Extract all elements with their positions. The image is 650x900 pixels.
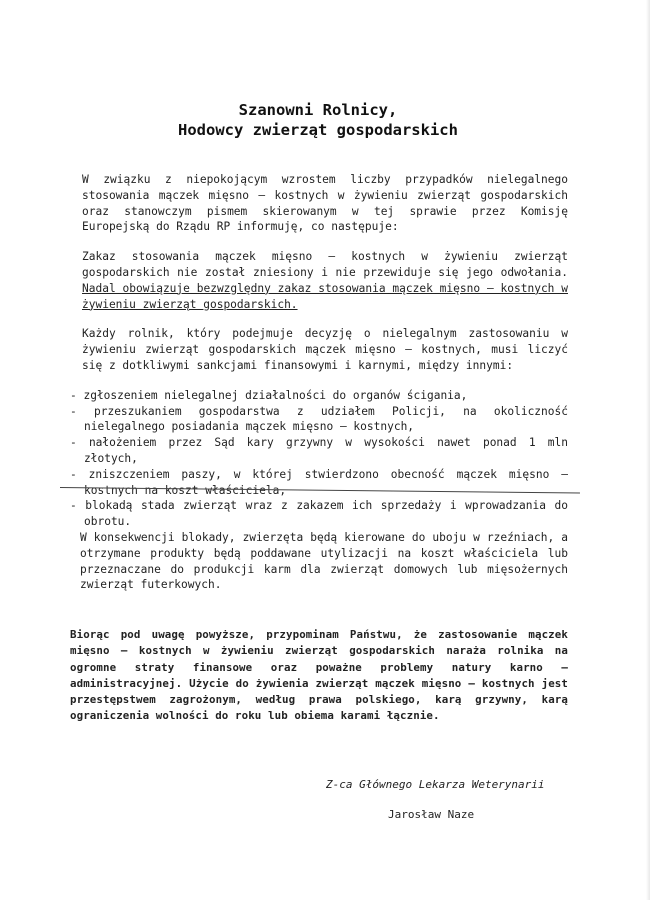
sanction-item: - nałożeniem przez Sąd kary grzywny w wysokości nawet ponad 1 mln złotych, xyxy=(70,436,568,465)
scan-edge-shadow xyxy=(646,0,650,900)
sanction-item: - blokadą stada zwierząt wraz z zakazem ich sprzedaży i wprowadzania do obrotu. xyxy=(70,499,568,529)
letter-body xyxy=(68,172,568,724)
sanction-item: - przeszukaniem gospodarstwa z udziałem Policji, na okoliczność nielegalnego posiadania mączek mięsno – kostnych, xyxy=(70,404,568,434)
sanction-item: - zgłoszeniem nielegalnej działalności do organów ścigania, xyxy=(70,388,468,402)
consequences-paragraph: W konsekwencji blokady, zwierzęta będą kierowane do uboju w rzeźniach, a otrzymane produkty będą poddawane utylizacji na koszt właściciela lub przeznaczane do produkcji karm dla zwierząt domowych lub mięsożernych zwierząt futerkowych. xyxy=(80,530,568,592)
farmer-paragraph: Każdy rolnik, który podejmuje decyzję o nielegalnym zastosowaniu w żywieniu zwierząt gospodarskich mączek mięsno – kostnych, musi liczyć się z dotkliwymi sankcjami finansowymi i karnymi, między innymi: xyxy=(82,327,568,372)
title-line-2: Hodowcy zwierząt gospodarskich xyxy=(178,121,458,139)
letter-title xyxy=(68,100,568,140)
ban-paragraph xyxy=(68,249,568,312)
ban-text: Zakaz stosowania mączek mięsno – kostnych w żywieniu zwierząt gospodarskich nie został zniesiony i nie przewiduje się jego odwołania. xyxy=(82,250,568,279)
signature-name: Jarosław Naze xyxy=(388,808,475,821)
closing-paragraph: Biorąc pod uwagę powyższe, przypominam Państwu, że zastosowanie mączek mięsno – kostnych w żywieniu zwierząt gospodarskich naraża rolnika na ogromne straty finansowe oraz poważne problemy natury karno – administracyjnej. Użycie do żywienia zwierząt mączek mięsno – kostnych jest przestępstwem zagrożonym, według prawa polskiego, karą grzywny, karą ograniczenia wolności do roku lub obiema karami łącznie. xyxy=(70,628,568,723)
sanctions-list xyxy=(68,388,568,530)
signature-title: Z-ca Głównego Lekarza Weterynarii xyxy=(326,778,545,791)
intro-paragraph: W związku z niepokojącym wzrostem liczby przypadków nielegalnego stosowania mączek mięsno – kostnych w żywieniu zwierząt gospodarskich oraz stanowczym pismem skierowanym w tej sprawie przez Komisję Europejską do Rządu RP informuję, co następuje: xyxy=(82,173,568,234)
title-line-1: Szanowni Rolnicy, xyxy=(238,101,398,119)
sanction-item: - zniszczeniem paszy, w której stwierdzono obecność mączek mięsno – kostnych na koszt właściciela, xyxy=(70,467,568,497)
ban-underlined-text: Nadal obowiązuje bezwzględny zakaz stosowania mączek mięsno – kostnych w żywieniu zwierząt gospodarskich. xyxy=(82,281,568,311)
